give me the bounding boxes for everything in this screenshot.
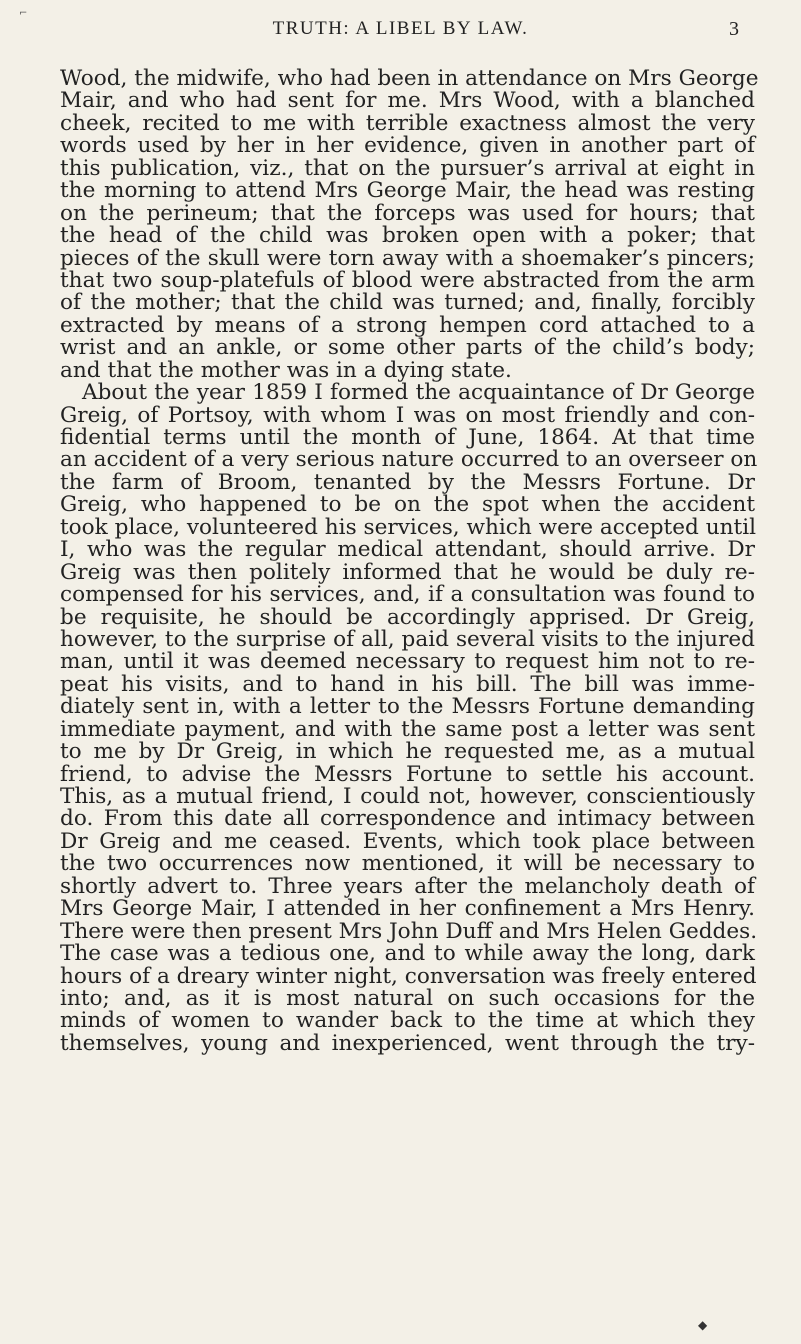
text-line: and that the mother was in a dying state. (60, 357, 512, 383)
text-line: Mrs George Mair, I attended in her confinement a Mrs Henry. (60, 896, 755, 922)
text-line: friend, to advise the Messrs Fortune to settle his account. (60, 761, 755, 787)
text-line: themselves, young and inexperienced, went through the try- (60, 1030, 755, 1056)
page-number: 3 (729, 18, 739, 40)
text-line: into; and, as it is most natural on such occasions for the (60, 985, 755, 1011)
text-line: words used by her in her evidence, given in another part of (60, 133, 755, 159)
text-line: diately sent in, with a letter to the Messrs Fortune demanding (60, 694, 755, 720)
text-line: There were then present Mrs John Duff and Mrs Helen Geddes. (60, 918, 758, 944)
ink-mark: ◆ (698, 1318, 708, 1332)
text-line: pieces of the skull were torn away with a shoemaker’s pincers; (60, 245, 755, 271)
margin-mark-top: ⌐ (19, 8, 28, 19)
text-line: immediate payment, and with the same post a letter was sent (60, 716, 755, 742)
text-line: shortly advert to. Three years after the melancholy death of (60, 873, 755, 899)
text-line: extracted by means of a strong hempen cord attached to a (60, 312, 755, 338)
text-line: minds of women to wander back to the time at which they (60, 1008, 755, 1034)
text-line: Greig, who happened to be on the spot when the accident (60, 492, 755, 518)
body-text (60, 66, 759, 1056)
text-line: be requisite, he should be accordingly apprised. Dr Greig, (60, 604, 755, 630)
text-line: man, until it was deemed necessary to request him not to re- (60, 649, 755, 675)
text-line: The case was a tedious one, and to while away the long, dark (60, 941, 755, 967)
text-line: Mair, and who had sent for me. Mrs Wood, with a blanched (60, 88, 755, 114)
text-line: the head of the child was broken open with a poker; that (60, 223, 755, 249)
text-line: fidential terms until the month of June, 1864. At that time (60, 425, 755, 450)
text-line: cheek, recited to me with terrible exactness almost the very (60, 110, 755, 136)
text-line: an accident of a very serious nature occurred to an overseer on (60, 447, 758, 473)
text-line: This, as a mutual friend, I could not, however, conscientiously (60, 784, 755, 809)
text-line: however, to the surprise of all, paid several visits to the injured (60, 626, 755, 652)
text-line: to me by Dr Greig, in which he requested me, as a mutual (60, 739, 755, 765)
text-line: of the mother; that the child was turned; and, finally, forcibly (60, 290, 755, 316)
text-line: About the year 1859 I formed the acquaintance of Dr George (82, 380, 755, 406)
paragraph (60, 380, 758, 1056)
text-line: Greig was then politely informed that he would be duly re- (60, 559, 755, 585)
text-line: the two occurrences now mentioned, it will be necessary to (60, 851, 755, 877)
text-line: compensed for his services, and, if a consultation was found to (60, 582, 755, 608)
text-line: the farm of Broom, tenanted by the Messrs Fortune. Dr (60, 469, 755, 495)
text-line: that two soup-platefuls of blood were abstracted from the arm (60, 267, 755, 293)
text-line: Wood, the midwife, who had been in attendance on Mrs George (60, 66, 759, 91)
text-line: do. From this date all correspondence and intimacy between (60, 806, 755, 832)
text-line: I, who was the regular medical attendant, should arrive. Dr (60, 537, 755, 563)
text-line: on the perineum; that the forceps was used for hours; that (60, 200, 755, 226)
text-line: Greig, of Portsoy, with whom I was on most friendly and con- (60, 402, 755, 428)
text-line: this publication, viz., that on the pursuer’s arrival at eight in (60, 155, 755, 181)
paragraph (60, 66, 759, 383)
text-line: Dr Greig and me ceased. Events, which took place between (60, 828, 755, 854)
text-line: peat his visits, and to hand in his bill. The bill was imme- (60, 671, 755, 697)
text-line: wrist and an ankle, or some other parts of the child’s body; (60, 335, 755, 361)
text-line: hours of a dreary winter night, conversation was freely entered (60, 963, 757, 989)
running-head: TRUTH: A LIBEL BY LAW. (272, 18, 529, 39)
page-header (0, 18, 801, 48)
text-line: took place, volunteered his services, which were accepted until (60, 514, 757, 540)
text-line: the morning to attend Mrs George Mair, the head was resting (60, 178, 755, 204)
